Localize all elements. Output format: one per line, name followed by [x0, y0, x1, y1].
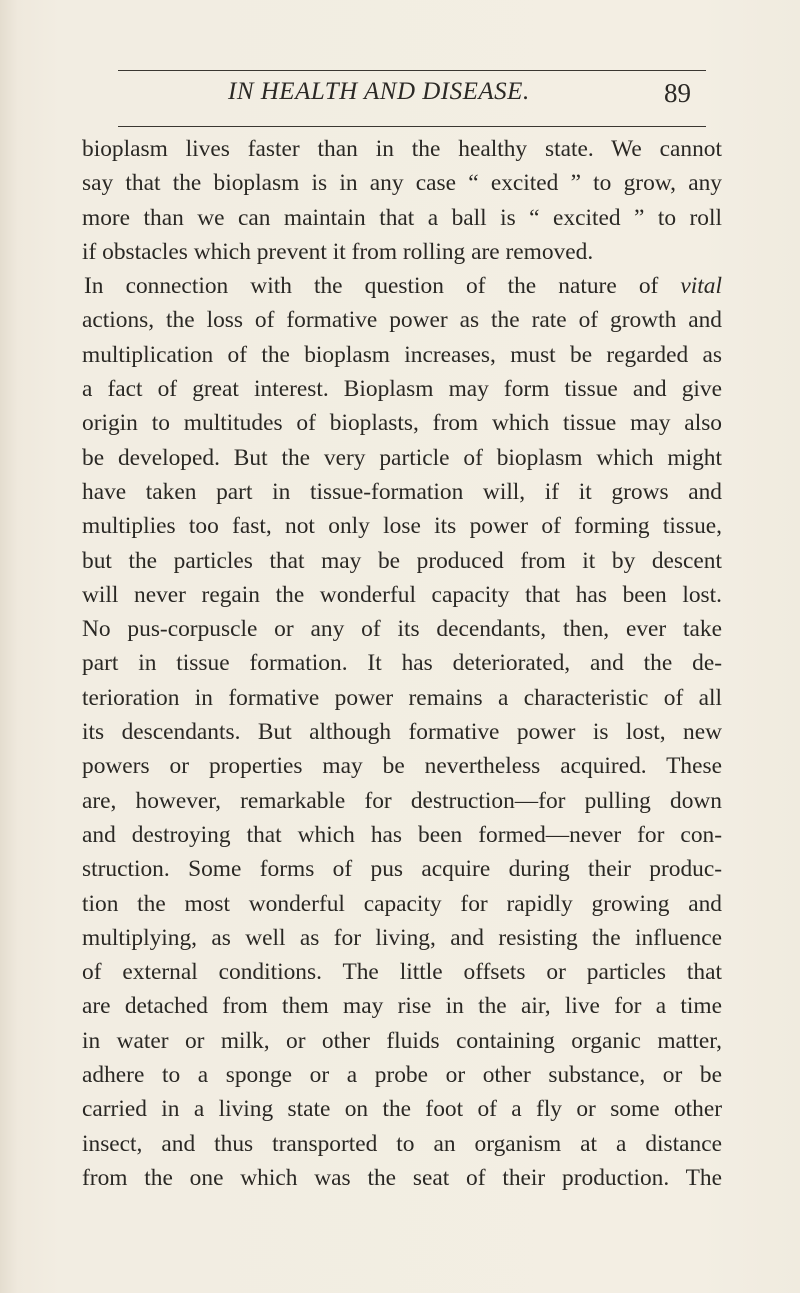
text-line-23: tion the most wonderful capacity for rapidly growing and — [82, 890, 722, 917]
text-line-27: in water or milk, or other fluids containing organic matter, — [82, 1027, 722, 1054]
text-line-3: more than we can maintain that a ball is “ excited ” to roll — [82, 204, 722, 231]
text-line-5 — [82, 269, 722, 303]
body-text — [82, 132, 722, 1195]
text-line-19: powers or properties may be nevertheless acquired. These — [82, 753, 722, 780]
text-line-24: multiplying, as well as for living, and resisting the influence — [82, 924, 722, 951]
text-line-22: struction. Some forms of pus acquire during their produc- — [82, 856, 722, 883]
page-header — [0, 75, 800, 115]
text-line-6: actions, the loss of formative power as the rate of growth and — [82, 307, 722, 334]
text-line-7: multiplication of the bioplasm increases, must be regarded as — [82, 341, 722, 368]
page-number: 89 — [664, 78, 691, 108]
text-line-14: will never regain the wonderful capacity that has been lost. — [82, 581, 722, 608]
text-line-13: but the particles that may be produced from it by descent — [82, 547, 722, 574]
text-line-21: and destroying that which has been formed—never for con- — [82, 821, 722, 848]
text-line-4: if obstacles which prevent it from rolling are removed. — [82, 238, 594, 265]
text-line-8: a fact of great interest. Bioplasm may form tissue and give — [82, 376, 722, 403]
text-line-30: insect, and thus transported to an organism at a distance — [82, 1130, 722, 1157]
header-rule-bottom — [118, 126, 706, 127]
text-line-5-main: In connection with the question of the nature of — [84, 273, 659, 300]
text-line-26: are detached from them may rise in the air, live for a time — [82, 993, 722, 1020]
text-line-18: its descendants. But although formative power is lost, new — [82, 719, 722, 746]
text-line-31: from the one which was the seat of their production. The — [82, 1164, 722, 1191]
text-line-16: part in tissue formation. It has deteriorated, and the de- — [82, 650, 722, 677]
text-line-10: be developed. But the very particle of bioplasm which might — [82, 444, 722, 471]
text-line-12: multiplies too fast, not only lose its power of forming tissue, — [82, 513, 722, 540]
text-line-20: are, however, remarkable for destruction—for pulling down — [82, 787, 722, 814]
text-line-2: say that the bioplasm is in any case “ excited ” to grow, any — [82, 170, 722, 197]
text-line-25: of external conditions. The little offsets or particles that — [82, 959, 722, 986]
text-line-28: adhere to a sponge or a probe or other substance, or be — [82, 1062, 722, 1089]
text-line-17: terioration in formative power remains a characteristic of all — [82, 684, 722, 711]
text-line-1: bioplasm lives faster than in the healthy state. We cannot — [82, 136, 722, 162]
running-head: IN HEALTH AND DISEASE. — [228, 78, 530, 105]
text-line-29: carried in a living state on the foot of a fly or some other — [82, 1096, 722, 1123]
text-line-9: origin to multitudes of bioplasts, from which tissue may also — [82, 410, 722, 437]
text-line-11: have taken part in tissue-formation will, if it grows and — [82, 478, 722, 505]
header-rule-top — [118, 70, 706, 71]
text-line-15: No pus-corpuscle or any of its decendants, then, ever take — [82, 616, 722, 643]
italic-word-vital: vital — [680, 273, 722, 300]
